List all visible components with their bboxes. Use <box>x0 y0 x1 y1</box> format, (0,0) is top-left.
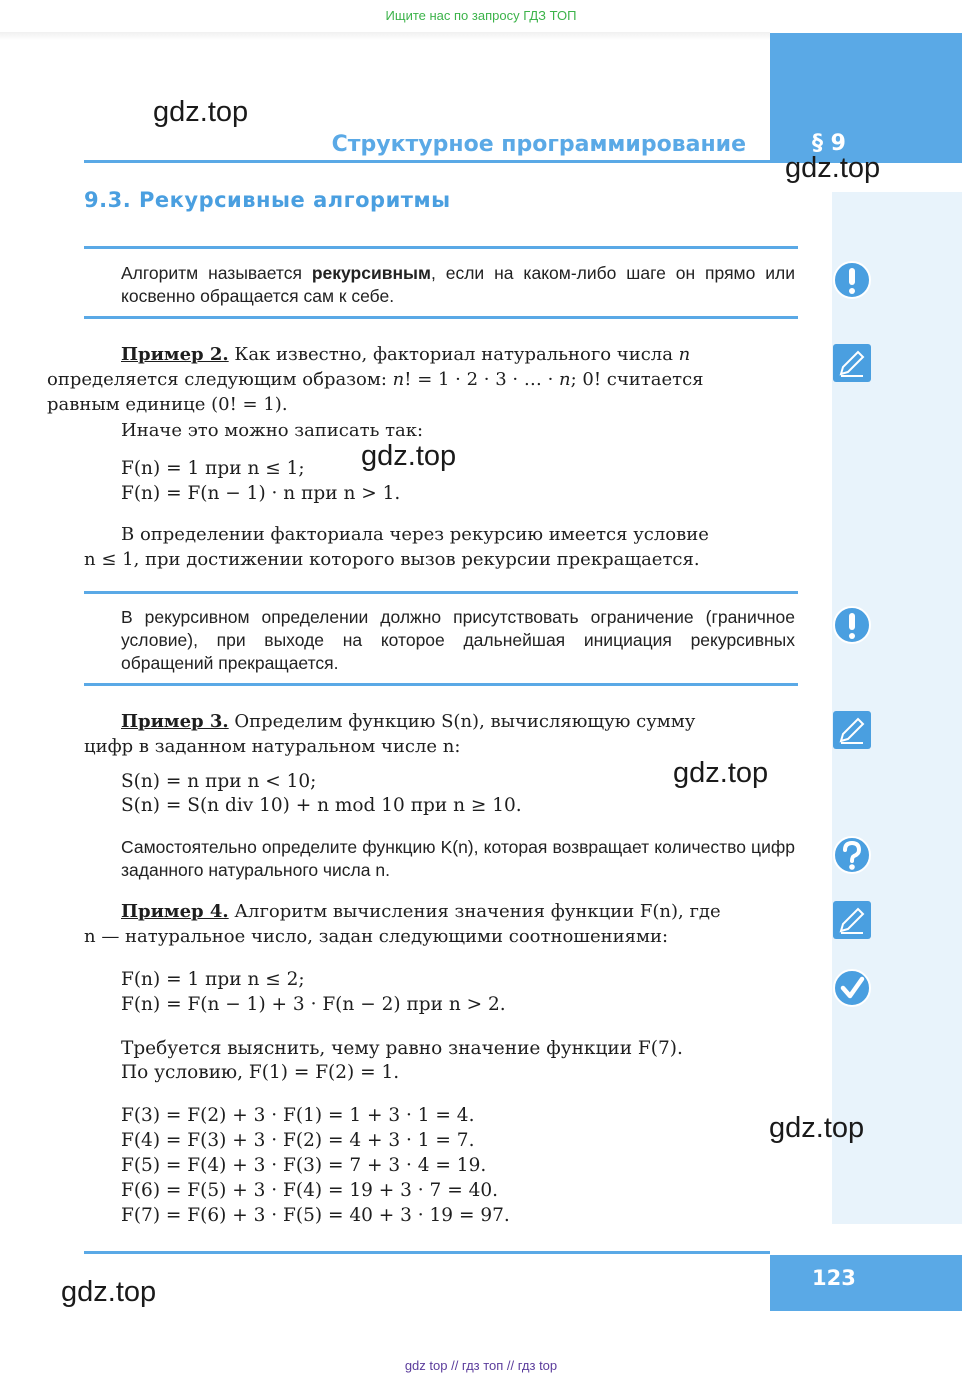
watermark: gdz.top <box>153 96 249 128</box>
watermark: gdz.top <box>785 152 881 184</box>
calc-line: F(4) = F(3) + 3 · F(2) = 4 + 3 · 1 = 7. <box>121 1130 475 1151</box>
watermark: gdz.top <box>61 1276 157 1308</box>
divider <box>84 316 798 319</box>
task-line: По условию, F(1) = F(2) = 1. <box>121 1062 400 1083</box>
watermark: gdz.top <box>769 1112 865 1144</box>
formula: S(n) = S(n div 10) + n mod 10 при n ≥ 10. <box>121 795 522 816</box>
header-title: Структурное программирование <box>331 132 746 157</box>
top-banner: Ищите нас по запросу ГДЗ ТОП <box>385 8 577 23</box>
divider <box>84 683 798 686</box>
example-3-intro: Пример 3. Определим функцию S(n), вычисляющую сумму <box>121 711 696 732</box>
definition-boundary: В рекурсивном определении должно присутствовать ограничение (граничное условие), при выходе на которое дальнейшая инициация рекурсивных обращений прекращается. <box>121 607 795 673</box>
watermark: gdz.top <box>361 440 457 472</box>
example-3-intro: цифр в заданном натуральном числе n: <box>84 736 461 757</box>
question-icon <box>832 835 872 875</box>
formula: S(n) = n при n < 10; <box>121 771 317 792</box>
bottom-links[interactable]: gdz top // гдз топ // гдз top <box>404 1358 558 1373</box>
task-line: Требуется выяснить, чему равно значение функции F(7). <box>121 1038 683 1059</box>
top-shadow <box>0 32 770 40</box>
calc-line: F(6) = F(5) + 3 · F(4) = 19 + 3 · 7 = 40. <box>121 1180 498 1201</box>
calc-line: F(5) = F(4) + 3 · F(3) = 7 + 3 · 4 = 19. <box>121 1155 487 1176</box>
example-4-intro: n — натуральное число, задан следующими соотношениями: <box>84 926 669 947</box>
header-tab <box>770 33 962 163</box>
pencil-icon <box>832 343 872 383</box>
formula: F(n) = F(n − 1) + 3 · F(n − 2) при n > 2. <box>121 994 506 1015</box>
footer-line <box>84 1251 770 1254</box>
definition-recursive: Алгоритм называется рекурсивным, если на каком-либо шаге он прямо или косвенно обращается сам к себе. <box>121 263 795 306</box>
formula: F(n) = F(n − 1) · n при n > 1. <box>121 483 401 504</box>
example-2-condition: В определении факториала через рекурсию имеется условие <box>121 524 709 545</box>
exclamation-icon <box>832 605 872 645</box>
formula: F(n) = 1 при n ≤ 2; <box>121 969 305 990</box>
watermark: gdz.top <box>673 757 769 789</box>
footer-tab <box>770 1255 962 1311</box>
calc-line: F(7) = F(6) + 3 · F(5) = 40 + 3 · 19 = 97. <box>121 1205 510 1226</box>
section-number: § 9 <box>812 131 846 156</box>
section-title: 9.3. Рекурсивные алгоритмы <box>84 188 451 212</box>
example-2-line: Иначе это можно записать так: <box>121 420 424 441</box>
formula: F(n) = 1 при n ≤ 1; <box>121 458 305 479</box>
calc-line: F(3) = F(2) + 3 · F(1) = 1 + 3 · 1 = 4. <box>121 1105 475 1126</box>
header-line <box>84 160 770 163</box>
example-2-condition: n ≤ 1, при достижении которого вызов рекурсии прекращается. <box>84 549 700 570</box>
divider <box>84 246 798 249</box>
pencil-icon <box>832 900 872 940</box>
checkmark-icon <box>832 968 872 1008</box>
question-task: Самостоятельно определите функцию K(n), которая возвращает количество цифр заданного натурального числа n. <box>121 837 795 880</box>
example-2-intro: Пример 2. Как известно, факториал натурального числа n определяется следующим образом: n! = 1 · 2 · 3 · … · n; 0! считается равным единице (0! = 1). <box>47 344 704 415</box>
pencil-icon <box>832 710 872 750</box>
example-4-intro: Пример 4. Алгоритм вычисления значения функции F(n), где <box>121 901 721 922</box>
divider <box>84 591 798 594</box>
page-number: 123 <box>812 1266 856 1290</box>
exclamation-icon <box>832 260 872 300</box>
